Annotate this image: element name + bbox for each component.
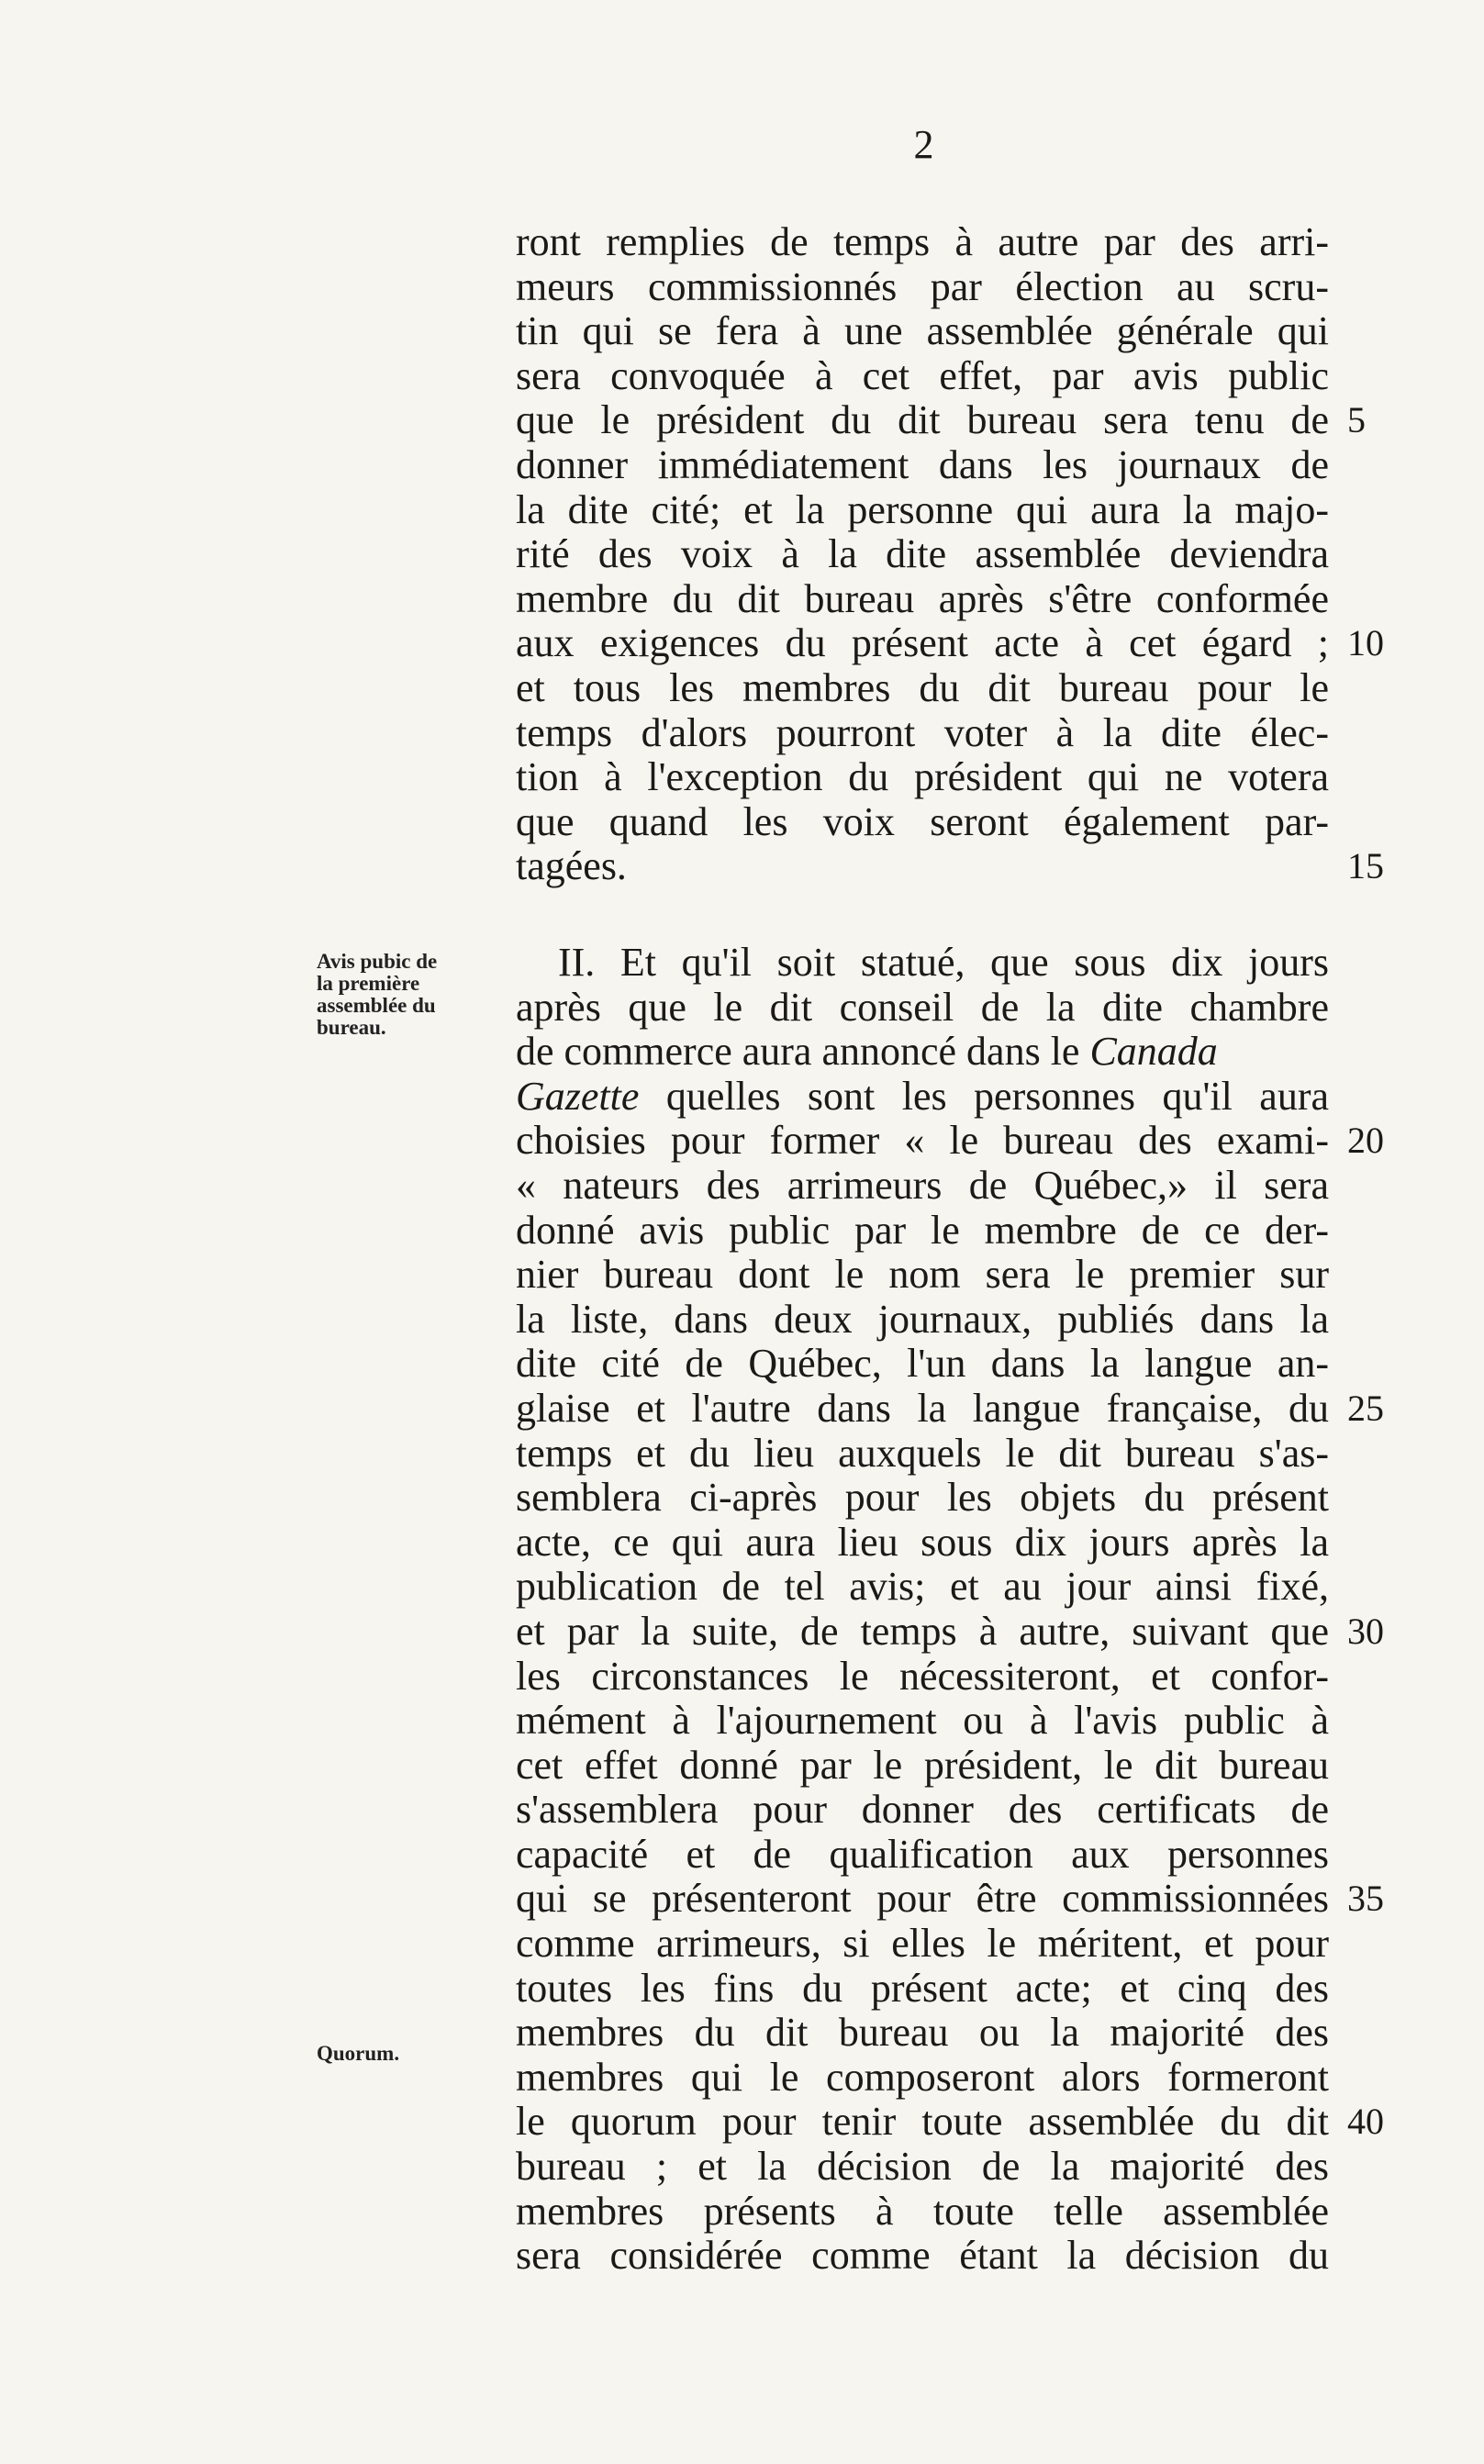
line-number: 5 — [1347, 399, 1366, 441]
text-line — [516, 220, 1329, 265]
text-line — [516, 843, 1384, 889]
line-number: 10 — [1347, 622, 1384, 664]
line-text: II. Et qu'il soit statué, que sous dix jours — [558, 940, 1329, 985]
line-text: nier bureau dont le nom sera le premier sur — [516, 1252, 1329, 1298]
text-line — [516, 1699, 1329, 1744]
line-number: 40 — [1347, 2101, 1384, 2143]
text-line — [516, 1432, 1329, 1477]
line-text: de commerce aura annoncé dans le — [516, 1029, 1080, 1075]
line-text: semblera ci-après pour les objets du présent — [516, 1475, 1329, 1521]
text-line — [516, 711, 1329, 756]
text-line — [516, 1744, 1329, 1789]
text-line — [516, 1253, 1329, 1298]
text-line — [516, 2056, 1329, 2101]
line-text: qui se présenteront pour être commissionnées — [516, 1876, 1329, 1922]
text-line — [516, 1075, 1329, 1120]
text-line — [516, 800, 1329, 845]
line-text: que le président du dit bureau sera tenu de — [516, 397, 1329, 443]
line-text: publication de tel avis; et au jour ainsi fixé, — [516, 1564, 1329, 1610]
line-text: glaise et l'autre dans la langue française, du — [516, 1385, 1329, 1431]
text-line-section-heading — [516, 941, 1329, 986]
line-number: 20 — [1347, 1120, 1384, 1162]
line-text: quelles sont les personnes qu'il aura — [639, 1073, 1329, 1119]
text-line — [516, 620, 1384, 666]
text-line — [516, 2190, 1329, 2235]
line-text: la liste, dans deux journaux, publiés dans la — [516, 1296, 1329, 1342]
text-line — [516, 1967, 1329, 2012]
line-number: 25 — [1347, 1387, 1384, 1429]
text-line — [516, 265, 1329, 310]
text-line — [516, 1655, 1329, 1700]
line-text: choisies pour former « le bureau des exami- — [516, 1118, 1329, 1164]
line-text: tion à l'exception du président qui ne votera — [516, 754, 1329, 800]
line-text: ront remplies de temps à autre par des arri- — [516, 219, 1329, 264]
text-line — [516, 1118, 1384, 1164]
text-line — [516, 2099, 1384, 2145]
page-number — [0, 121, 1484, 168]
line-text: aux exigences du présent acte à cet égard ; — [516, 620, 1329, 666]
line-text: la dite cité; et la personne qui aura la majo- — [516, 486, 1329, 532]
line-number: 30 — [1347, 1610, 1384, 1652]
line-text: les circonstances le nécessiteront, et confor- — [516, 1653, 1329, 1699]
text-line — [516, 1476, 1329, 1521]
line-text: mément à l'ajournement ou à l'avis public à — [516, 1698, 1329, 1744]
line-text: comme arrimeurs, si elles le méritent, et pour — [516, 1921, 1329, 1967]
line-text: le quorum pour tenir toute assemblée du dit — [516, 2099, 1329, 2145]
line-text: cet effet donné par le président, le dit bureau — [516, 1742, 1329, 1788]
line-text: et tous les membres du dit bureau pour le — [516, 664, 1329, 710]
line-text: et par la suite, de temps à autre, suivant que — [516, 1608, 1329, 1654]
line-text: tagées. — [516, 843, 627, 889]
line-text: acte, ce qui aura lieu sous dix jours après la — [516, 1519, 1329, 1565]
text-line — [516, 2234, 1329, 2279]
line-text: que quand les voix seront également par- — [516, 798, 1329, 844]
line-text: sera considérée comme étant la décision du — [516, 2233, 1329, 2279]
text-block-section-two — [516, 940, 1384, 2279]
margin-note-public-notice — [317, 951, 505, 1039]
line-text: temps et du lieu auxquels le dit bureau s'as- — [516, 1430, 1329, 1476]
line-text: membres du dit bureau ou la majorité des — [516, 2010, 1329, 2056]
text-line — [516, 577, 1329, 622]
italic-text: Canada — [1089, 1029, 1218, 1075]
text-line — [516, 1876, 1384, 1922]
line-text: temps d'alors pourront voter à la dite élec- — [516, 709, 1329, 755]
text-line — [516, 397, 1366, 443]
text-line — [516, 443, 1329, 488]
text-line — [516, 532, 1329, 577]
text-line — [516, 1922, 1329, 1967]
margin-note-line: Quorum. — [317, 2042, 400, 2065]
text-line — [516, 755, 1329, 800]
line-text: capacité et de qualification aux personnes — [516, 1831, 1329, 1877]
line-text: bureau ; et la décision de la majorité des — [516, 2144, 1329, 2190]
margin-note-line: la première — [317, 972, 420, 995]
text-line — [516, 986, 1329, 1031]
text-line — [516, 1342, 1329, 1387]
line-text: après que le dit conseil de la dite chambre — [516, 984, 1329, 1030]
text-line — [516, 354, 1329, 399]
text-line — [516, 1788, 1329, 1833]
line-number: 35 — [1347, 1878, 1384, 1920]
line-text: donner immédiatement dans les journaux de — [516, 441, 1329, 487]
line-text: dite cité de Québec, l'un dans la langue an- — [516, 1341, 1329, 1387]
text-line — [516, 666, 1329, 711]
page-number-text: 2 — [913, 122, 934, 167]
text-line — [516, 1608, 1384, 1655]
text-line — [516, 309, 1329, 354]
line-text: membres présents à toute telle assemblée — [516, 2188, 1329, 2234]
margin-note-line: bureau. — [317, 1016, 386, 1039]
italic-text: Gazette — [516, 1073, 640, 1119]
line-text: rité des voix à la dite assemblée deviendra — [516, 531, 1329, 577]
line-text: membres qui le composeront alors formeront — [516, 2054, 1329, 2100]
text-line — [516, 1298, 1329, 1343]
margin-note-line: assemblée du — [317, 994, 436, 1017]
text-line — [516, 1565, 1329, 1610]
margin-note-quorum — [317, 2043, 505, 2065]
margin-note-line: Avis pubic de — [317, 950, 438, 973]
line-text: s'assemblera pour donner des certificats de — [516, 1787, 1329, 1833]
text-line — [516, 2145, 1329, 2190]
text-line — [516, 1209, 1329, 1254]
line-text: tin qui se fera à une assemblée générale qui — [516, 308, 1329, 354]
line-text: « nateurs des arrimeurs de Québec,» il sera — [516, 1162, 1329, 1208]
line-text: membre du dit bureau après s'être conformée — [516, 575, 1329, 621]
text-line — [516, 2011, 1329, 2056]
line-text: meurs commissionnés par élection au scru- — [516, 263, 1329, 309]
line-text: donné avis public par le membre de ce der- — [516, 1207, 1329, 1253]
text-line — [516, 1164, 1329, 1209]
text-line — [516, 488, 1329, 533]
text-block-first-section — [516, 219, 1384, 889]
text-line — [516, 1030, 1329, 1075]
text-line — [516, 1521, 1329, 1566]
line-text: toutes les fins du présent acte; et cinq des — [516, 1965, 1329, 2011]
text-line — [516, 1833, 1329, 1878]
line-number: 15 — [1347, 845, 1384, 887]
text-line — [516, 1385, 1384, 1432]
line-text: sera convoquée à cet effet, par avis public — [516, 352, 1329, 398]
